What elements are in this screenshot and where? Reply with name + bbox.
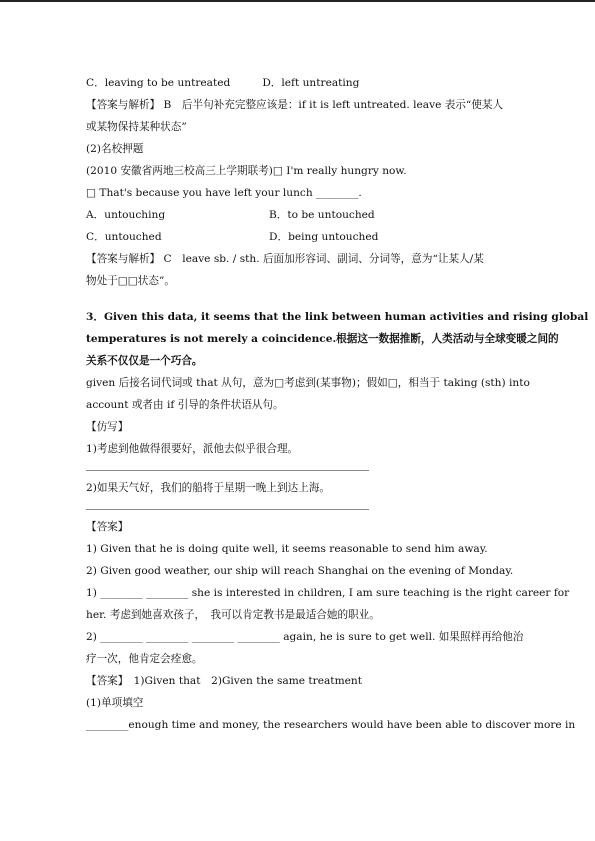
options-cd-prev bbox=[86, 72, 542, 94]
section-school-questions: (2)名校押题 bbox=[86, 143, 144, 155]
fill-blank-1-cont: her. 考虑到她喜欢孩子， 我可以肯定教书是最适合她的职业。 bbox=[86, 609, 380, 621]
imitate-item-1: 1)考虑到他做得很要好，派他去似乎很合理。 bbox=[86, 443, 299, 455]
answer-explanation-2-cont: 物处于□□状态”。 bbox=[86, 275, 175, 287]
top-border bbox=[0, 0, 595, 2]
answer-line-2 bbox=[86, 509, 369, 510]
answer-key-line: 【答案】 1)Given that 2)Given the same treatment bbox=[86, 675, 362, 687]
answer-sentence-2: 2) Given good weather, our ship will reach Shanghai on the evening of Monday. bbox=[86, 565, 514, 577]
given-usage-line-2: account 或者由 if 引导的条件状语从句。 bbox=[86, 399, 284, 411]
answer-heading: 【答案】 bbox=[86, 521, 129, 533]
option-b: B．to be untouched bbox=[269, 209, 375, 221]
imitate-heading: 【仿写】 bbox=[86, 421, 129, 433]
imitate-item-2: 2)如果天气好，我们的船将于星期一晚上到达上海。 bbox=[86, 482, 330, 494]
option-d-2: D．being untouched bbox=[269, 231, 379, 243]
options-row-cd bbox=[86, 226, 542, 248]
exam-source-line: (2010 安徽省两地三校高三上学期联考)□ I'm really hungry now. bbox=[86, 165, 407, 177]
option-a: A．untouching bbox=[86, 209, 166, 221]
question-3-line-2: temperatures is not merely a coincidence.根据这一数据推断，人类活动与全球变暖之间的 bbox=[86, 333, 559, 345]
answer-sentence-1: 1) Given that he is doing quite well, it seems reasonable to send him away. bbox=[86, 543, 488, 555]
option-d: D．left untreating bbox=[262, 77, 360, 89]
answer-explanation-2: 【答案与解析】 C leave sb. / sth. 后面加形容词、副词、分词等，意为“让某人/某 bbox=[86, 253, 484, 265]
option-c: C．leaving to be untreated bbox=[86, 77, 231, 89]
given-usage-line-1: given 后接名词代词或 that 从句，意为□考虑到(某事物)；假如□，相当于 taking (sth) into bbox=[86, 377, 530, 389]
answer-explanation-1: 【答案与解析】 B 后半句补充完整应该是：if it is left untreated. leave 表示“使某人 bbox=[86, 99, 504, 111]
answer-line-1 bbox=[86, 470, 369, 471]
option-c-2: C．untouched bbox=[86, 231, 162, 243]
question-3-line-1: 3．Given this data, it seems that the link between human activities and rising global bbox=[86, 311, 589, 323]
exam-question-line: □ That's because you have left your lunch ________. bbox=[86, 187, 362, 199]
answer-explanation-1-cont: 或某物保持某种状态” bbox=[86, 121, 187, 133]
document-body bbox=[86, 72, 589, 736]
fill-blank-1: 1) ________ ________ she is interested in children, I am sure teaching is the right career for bbox=[86, 587, 570, 599]
fill-blank-2-cont: 疗一次，他肯定会痊愈。 bbox=[86, 653, 203, 665]
single-choice-heading: (1)单项填空 bbox=[86, 697, 144, 709]
fill-blank-2: 2) ________ ________ ________ ________ again, he is sure to get well. 如果照样再给他治 bbox=[86, 631, 524, 643]
options-row-ab bbox=[86, 204, 542, 226]
single-choice-question: ________enough time and money, the researchers would have been able to discover more in bbox=[86, 719, 576, 731]
question-3-line-3: 关系不仅仅是一个巧合。 bbox=[86, 355, 203, 367]
